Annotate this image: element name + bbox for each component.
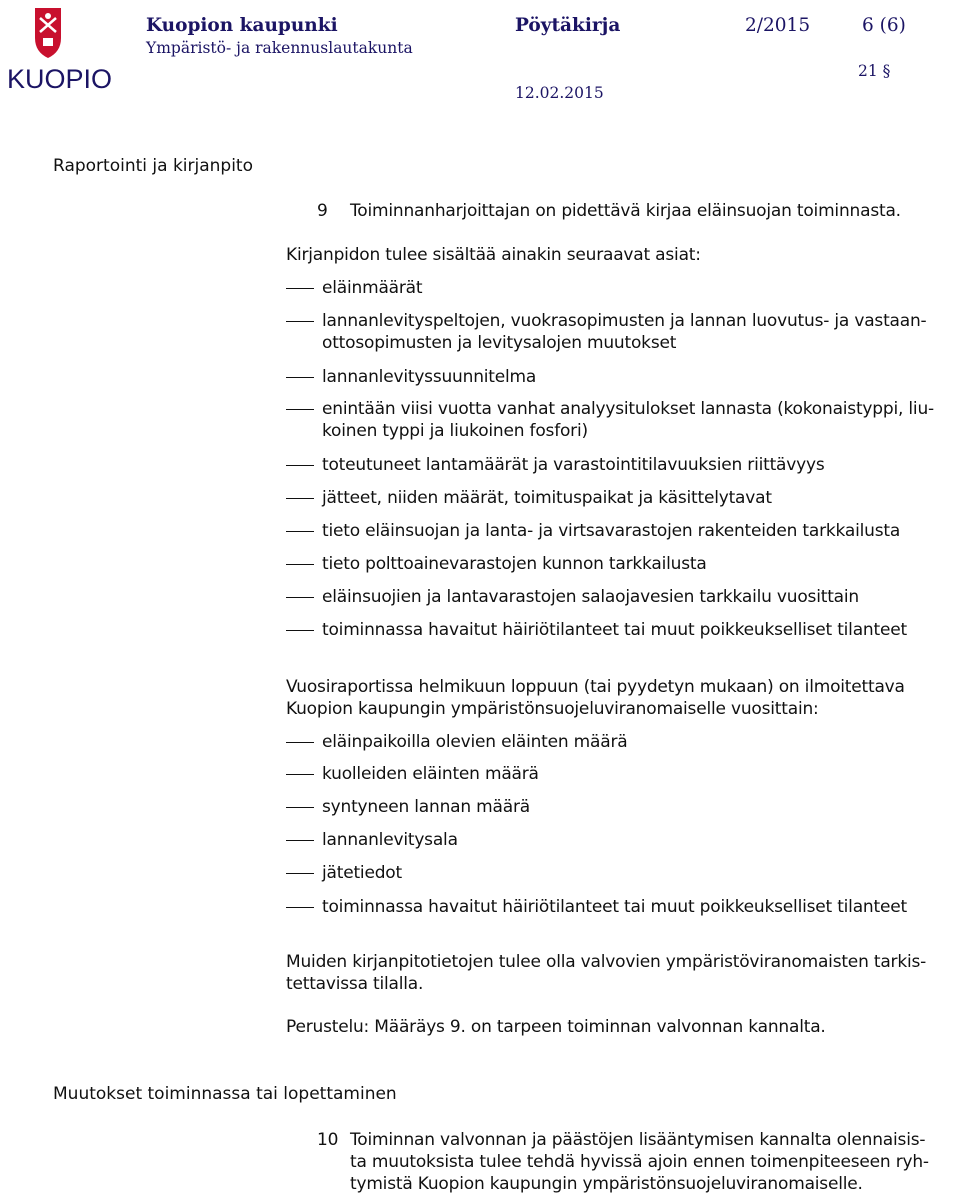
records-list-item <box>286 454 956 476</box>
records-list-item-text: koinen typpi ja liukoinen fosfori) <box>322 421 588 441</box>
report-list-item <box>286 896 956 918</box>
regulation-10-text <box>350 1129 960 1195</box>
dash-bullet-icon <box>286 564 314 565</box>
records-list-item <box>286 553 956 575</box>
dash-bullet-icon <box>286 630 314 631</box>
report-list-item-text: lannanlevitysala <box>322 830 458 850</box>
records-list-item <box>286 619 956 641</box>
dash-bullet-icon <box>286 288 314 289</box>
report-list-item-text: eläinpaikoilla olevien eläinten määrä <box>322 732 628 752</box>
records-list-item-text: toiminnassa havaitut häiriötilanteet tai muut poikkeukselliset tilanteet <box>322 620 907 640</box>
records-list-item-text: enintään viisi vuotta vanhat analyysitulokset lannasta (kokonaistyppi, liu- <box>322 399 934 419</box>
records-list-item-text: lannanlevityspeltojen, vuokrasopimusten ja lannan luovutus- ja vastaan- <box>322 311 927 331</box>
records-list-item-text: tieto polttoainevarastojen kunnon tarkkailusta <box>322 554 707 574</box>
logo-wordmark: KUOPIO <box>7 64 113 94</box>
dash-bullet-icon <box>286 907 314 908</box>
header-section-ref <box>858 62 890 80</box>
records-list-item-text: eläinmäärät <box>322 278 423 298</box>
regulation-number-10: 10 <box>317 1130 339 1150</box>
report-intro-line-1: Vuosiraportissa helmikuun loppuun (tai pyydetyn mukaan) on ilmoitettava <box>286 677 905 697</box>
dash-bullet-icon <box>286 597 314 598</box>
dash-bullet-icon <box>286 531 314 532</box>
report-list-item <box>286 862 956 884</box>
records-list-item-text: lannanlevityssuunnitelma <box>322 367 537 387</box>
records-intro: Kirjanpidon tulee sisältää ainakin seuraavat asiat: <box>286 245 701 265</box>
section-label-changes: Muutokset toiminnassa tai lopettaminen <box>53 1084 397 1104</box>
records-list-item-text: ottosopimusten ja levitysalojen muutokset <box>322 333 677 353</box>
header-org: Kuopion kaupunki <box>146 15 338 36</box>
records-list-item-text: tieto eläinsuojan ja lanta- ja virtsavarastojen rakenteiden tarkkailusta <box>322 521 901 541</box>
records-list-item <box>286 586 956 608</box>
kuopio-logo <box>5 4 113 94</box>
header-date: 12.02.2015 <box>515 84 604 102</box>
records-list-item <box>286 310 956 354</box>
dash-bullet-icon <box>286 840 314 841</box>
report-intro <box>286 676 958 720</box>
records-list-item-text: jätteet, niiden määrät, toimituspaikat ja käsittelytavat <box>322 488 772 508</box>
header-page: 6 (6) <box>862 15 906 36</box>
dash-bullet-icon <box>286 321 314 322</box>
records-list-item <box>286 277 956 299</box>
coat-of-arms-icon <box>5 4 113 94</box>
records-list-item-text: toteutuneet lantamäärät ja varastointitilavuuksien riittävyys <box>322 455 825 475</box>
regulation-10-line-1: Toiminnan valvonnan ja päästöjen lisääntymisen kannalta olennaisis- <box>350 1130 926 1150</box>
dash-bullet-icon <box>286 807 314 808</box>
dash-bullet-icon <box>286 873 314 874</box>
records-list-item-text: eläinsuojien ja lantavarastojen salaojavesien tarkkailu vuosittain <box>322 587 859 607</box>
records-list-item <box>286 487 956 509</box>
header-unit: Ympäristö- ja rakennuslautakunta <box>146 39 413 57</box>
report-list-item-text: kuolleiden eläinten määrä <box>322 764 539 784</box>
report-list-item-text: syntyneen lannan määrä <box>322 797 530 817</box>
dash-bullet-icon <box>286 774 314 775</box>
other-records <box>286 951 958 995</box>
report-list-item <box>286 829 956 851</box>
dash-bullet-icon <box>286 498 314 499</box>
dash-bullet-icon <box>286 465 314 466</box>
section-ref-number: 21 <box>858 62 878 80</box>
report-list-item <box>286 763 956 785</box>
records-list-item <box>286 398 956 442</box>
dash-bullet-icon <box>286 377 314 378</box>
header-doc-type: Pöytäkirja <box>515 15 621 36</box>
records-list-item <box>286 520 956 542</box>
regulation-9-first-line: Toiminnanharjoittajan on pidettävä kirjaa eläinsuojan toiminnasta. <box>350 201 901 221</box>
report-intro-line-2: Kuopion kaupungin ympäristönsuojeluviranomaiselle vuosittain: <box>286 699 819 719</box>
report-list-item <box>286 796 956 818</box>
records-list-item <box>286 366 956 388</box>
section-symbol: § <box>882 62 891 80</box>
report-list-item <box>286 731 956 753</box>
dash-bullet-icon <box>286 742 314 743</box>
dash-bullet-icon <box>286 409 314 410</box>
rationale: Perustelu: Määräys 9. on tarpeen toiminnan valvonnan kannalta. <box>286 1017 826 1037</box>
other-records-line-2: tettavissa tilalla. <box>286 974 424 994</box>
report-list-item-text: jätetiedot <box>322 863 402 883</box>
header-doc-number: 2/2015 <box>745 15 811 36</box>
other-records-line-1: Muiden kirjanpitotietojen tulee olla valvovien ympäristöviranomaisten tarkis- <box>286 952 927 972</box>
section-label-reporting: Raportointi ja kirjanpito <box>53 156 253 176</box>
report-list-item-text: toiminnassa havaitut häiriötilanteet tai muut poikkeukselliset tilanteet <box>322 897 907 917</box>
regulation-10-line-3: tymistä Kuopion kaupungin ympäristönsuojeluviranomaiselle. <box>350 1174 863 1194</box>
regulation-10-line-2: ta muutoksista tulee tehdä hyvissä ajoin ennen toimenpiteeseen ryh- <box>350 1152 929 1172</box>
regulation-number-9: 9 <box>317 201 328 221</box>
